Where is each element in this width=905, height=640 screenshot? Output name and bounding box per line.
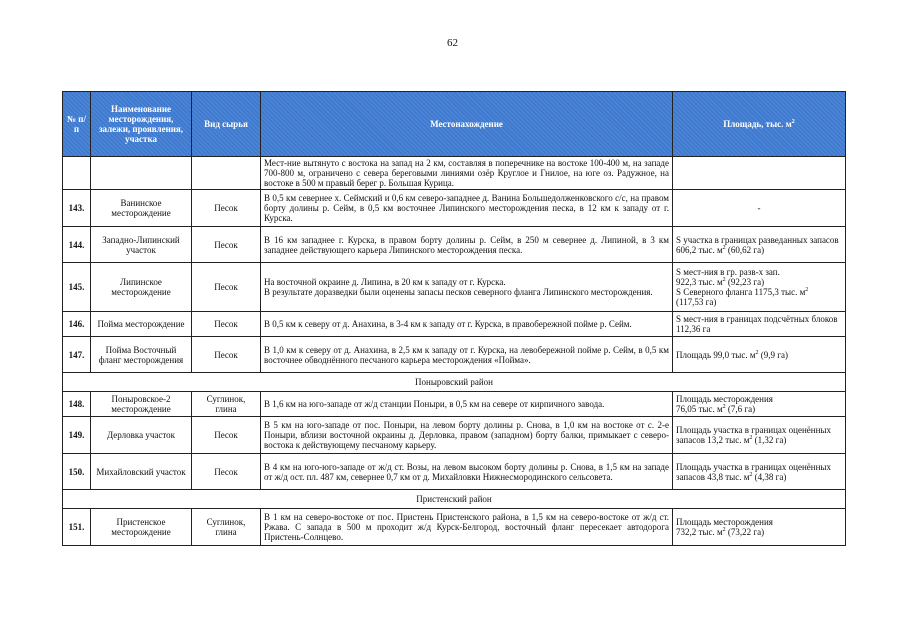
cell-type: Песок (192, 312, 261, 337)
cell-type: Песок (192, 227, 261, 263)
cell-name: Дерловка участок (91, 417, 192, 454)
table-row (63, 263, 846, 312)
deposits-table (62, 91, 846, 546)
header-raw-material: Вид сырья (192, 92, 261, 157)
region-row-ponyri (63, 373, 846, 392)
cell-type: Песок (192, 454, 261, 490)
cell-type: Песок (192, 190, 261, 227)
cell-name: Пойма Восточный фланг месторождения (91, 337, 192, 373)
table-row (63, 157, 846, 190)
cell-number: 146. (63, 312, 91, 337)
cell-name: Ванинское месторождение (91, 190, 192, 227)
cell-number: 143. (63, 190, 91, 227)
cell-location: В 0,5 км к северу от д. Анахина, в 3-4 км к западу от г. Курска, в правобережной пойме р. Сейм. (261, 312, 673, 337)
cell-location: В 16 км западнее г. Курска, в правом борту долины р. Сейм, в 250 м севернее д. Липиной, в 3 км западнее действующего карьера Липинского месторождения песка. (261, 227, 673, 263)
cell-name: Пристенское месторождение (91, 509, 192, 546)
cell-number: 150. (63, 454, 91, 490)
cell-number: 147. (63, 337, 91, 373)
header-deposit-name: Наименование месторождения, залежи, проявления, участка (91, 92, 192, 157)
cell-area: Площадь участка в границах оценённых запасов 13,2 тыс. $м^2$ (1,32 га) (673, 417, 846, 454)
cell-area (673, 157, 846, 190)
cell-area: S участка в границах разведанных запасов 606,2 тыс. $м^2$ (60,62 га) (673, 227, 846, 263)
cell-area: - (673, 190, 846, 227)
cell-name: Западно-Липинский участок (91, 227, 192, 263)
cell-location: В 0,5 км севернее х. Сеймский и 0,6 км северо-западнее д. Ванина Большедолженковского с/с, на правом борту долины р. Сейм, в 0,5 км восточнее Липинского месторождения песка, в 12 км к западу от г. Курска. (261, 190, 673, 227)
cell-type (192, 157, 261, 190)
table-row (63, 454, 846, 490)
cell-area: Площадь 99,0 тыс. $м^2$ (9,9 га) (673, 337, 846, 373)
cell-number: 145. (63, 263, 91, 312)
cell-type: Песок (192, 417, 261, 454)
header-location: Местонахождение (261, 92, 673, 157)
cell-number: 149. (63, 417, 91, 454)
header-area: Площадь, тыс. $м^2$ (673, 92, 846, 157)
table-row (63, 312, 846, 337)
cell-area: S мест-ния в гр. разв-х зап. 922,3 тыс. $м^2$ (92,23 га) S Северного фланга 1175,3 тыс. $м^2$ (117,53 га) (673, 263, 846, 312)
cell-location: Мест-ние вытянуто с востока на запад на 2 км, составляя в поперечнике на востоке 100-400 м, на западе 700-800 м, ограничено с севера береговыми линиями озёр Круглое и Гнилое, на юге оз. Радужное, на востоке в 500 м правый берег р. Большая Курица. (261, 157, 673, 190)
cell-number: 151. (63, 509, 91, 546)
cell-name: Поныровское-2 месторождение (91, 392, 192, 417)
table-header-row (63, 92, 846, 157)
cell-type: Суглинок, глина (192, 509, 261, 546)
cell-area: Площадь месторождения 732,2 тыс. $м^2$ (73,22 га) (673, 509, 846, 546)
cell-name: Пойма месторождение (91, 312, 192, 337)
table-row (63, 227, 846, 263)
cell-type: Суглинок, глина (192, 392, 261, 417)
cell-location: В 1 км на северо-востоке от пос. Пристень Пристенского района, в 1,5 км на северо-востоке от ж/д ст. Ржава. С запада в 500 м проходит ж/д Курск-Белгород, восточный фланг пересекает автодорога Пристень-Солнцево. (261, 509, 673, 546)
cell-type: Песок (192, 337, 261, 373)
cell-name: Липинское месторождение (91, 263, 192, 312)
cell-location: В 1,0 км к северу от д. Анахина, в 2,5 км к западу от г. Курска, на левобережной пойме р. Сейм, в 0,5 км восточнее обводнённого песчаного карьера месторождения «Пойма». (261, 337, 673, 373)
table-row (63, 392, 846, 417)
cell-area: S мест-ния в границах подсчётных блоков 112,36 га (673, 312, 846, 337)
cell-name (91, 157, 192, 190)
cell-location: В 1,6 км на юго-западе от ж/д станции Поныри, в 0,5 км на севере от кирпичного завода. (261, 392, 673, 417)
cell-name: Михайловский участок (91, 454, 192, 490)
region-title: Пристенский район (63, 490, 846, 509)
cell-location: В 4 км на юго-юго-западе от ж/д ст. Возы, на левом высоком борту долины р. Снова, в 1,5 км на западе от ж/д ост. пл. 487 км, севернее 0,7 км от д. Михайловки Нижнесмородинского сельсовета. (261, 454, 673, 490)
cell-location: В 5 км на юго-западе от пос. Поныри, на левом борту долины р. Снова, в 1,0 км на востоке от с. 2-е Поныри, вблизи восточной окраины д. Дерловка, правом (западном) борту балки, примыкает с северо-востока к действующему песчаному карьеру. (261, 417, 673, 454)
table-row (63, 509, 846, 546)
cell-number: 148. (63, 392, 91, 417)
table-row (63, 337, 846, 373)
table-row (63, 190, 846, 227)
cell-number: 144. (63, 227, 91, 263)
cell-type: Песок (192, 263, 261, 312)
header-number: № п/п (63, 92, 91, 157)
region-row-pristen (63, 490, 846, 509)
cell-area: Площадь участка в границах оценённых запасов 43,8 тыс. $м^2$ (4,38 га) (673, 454, 846, 490)
cell-location: На восточной окраине д. Липина, в 20 км к западу от г. Курска. В результате доразведки были оценены запасы песков северного фланга Липинского месторождения. (261, 263, 673, 312)
cell-number (63, 157, 91, 190)
region-title: Поныровский район (63, 373, 846, 392)
cell-area: Площадь месторождения 76,05 тыс. $м^2$ (7,6 га) (673, 392, 846, 417)
page-number: 62 (447, 37, 458, 49)
table-row (63, 417, 846, 454)
